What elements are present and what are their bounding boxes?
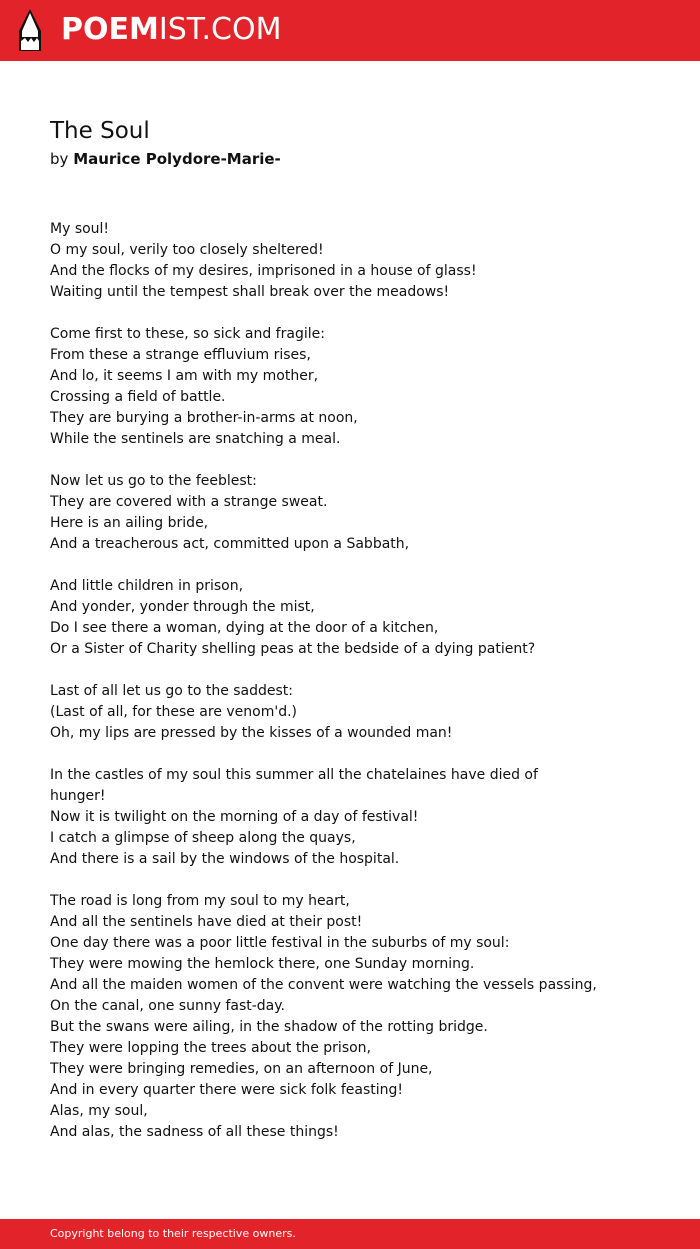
- poem-line: In the castles of my soul this summer all the chatelaines have died of: [50, 767, 538, 783]
- site-footer: [0, 1219, 700, 1249]
- poem-stanza: [50, 681, 650, 744]
- poem-byline: [50, 149, 281, 169]
- site-header: [0, 0, 700, 61]
- poem-line: My soul!: [50, 221, 110, 237]
- poem-body: [50, 219, 650, 1164]
- poem-stanza: [50, 891, 650, 1143]
- poem-stanza: [50, 219, 650, 303]
- poem-stanza: [50, 576, 650, 660]
- poem-line: They were mowing the hemlock there, one Sunday morning.: [50, 956, 475, 972]
- poem-line: And in every quarter there were sick folk feasting!: [50, 1082, 404, 1098]
- poem-stanza: [50, 471, 650, 555]
- poem-line: While the sentinels are snatching a meal.: [50, 431, 341, 447]
- poem-line: Crossing a field of battle.: [50, 389, 226, 405]
- poem-line: And yonder, yonder through the mist,: [50, 599, 315, 615]
- poem-line: And all the maiden women of the convent were watching the vessels passing,: [50, 977, 597, 993]
- poem-line: Waiting until the tempest shall break over the meadows!: [50, 284, 450, 300]
- poem-line: And little children in prison,: [50, 578, 244, 594]
- poem-line: But the swans were ailing, in the shadow of the rotting bridge.: [50, 1019, 488, 1035]
- poem-line: Now let us go to the feeblest:: [50, 473, 257, 489]
- poem-line: Here is an ailing bride,: [50, 515, 209, 531]
- copyright-text: Copyright belong to their respective owners.: [50, 1227, 296, 1240]
- poem-line: On the canal, one sunny fast-day.: [50, 998, 285, 1014]
- poem-line: And lo, it seems I am with my mother,: [50, 368, 319, 384]
- poem-line: And all the sentinels have died at their post!: [50, 914, 363, 930]
- poem-line: One day there was a poor little festival in the suburbs of my soul:: [50, 935, 510, 951]
- poem-line: Come first to these, so sick and fragile:: [50, 326, 325, 342]
- site-logo[interactable]: [61, 13, 281, 47]
- poem-line: Do I see there a woman, dying at the door of a kitchen,: [50, 620, 439, 636]
- poem-line: And a treacherous act, committed upon a Sabbath,: [50, 536, 410, 552]
- poem-line: They were bringing remedies, on an afternoon of June,: [50, 1061, 433, 1077]
- poem-line: And the flocks of my desires, imprisoned in a house of glass!: [50, 263, 477, 279]
- poem-line: They were lopping the trees about the prison,: [50, 1040, 371, 1056]
- by-label: by: [50, 150, 69, 168]
- poem-title: The Soul: [50, 118, 150, 144]
- poem-line: (Last of all, for these are venom'd.): [50, 704, 298, 720]
- logo-bold-text: POEM: [61, 12, 159, 47]
- poem-line: They are burying a brother-in-arms at noon,: [50, 410, 358, 426]
- poem-line: Now it is twilight on the morning of a day of festival!: [50, 809, 419, 825]
- poem-line: They are covered with a strange sweat.: [50, 494, 328, 510]
- poem-line: And alas, the sadness of all these things!: [50, 1124, 339, 1140]
- logo-light-text: IST.COM: [158, 12, 282, 47]
- poem-stanza: [50, 765, 650, 870]
- poem-stanza: [50, 324, 650, 450]
- poem-line: I catch a glimpse of sheep along the quays,: [50, 830, 356, 846]
- author-name: Maurice Polydore-Marie-: [73, 150, 281, 168]
- poem-line: O my soul, verily too closely sheltered!: [50, 242, 324, 258]
- poem-line: Or a Sister of Charity shelling peas at the bedside of a dying patient?: [50, 641, 536, 657]
- poem-line: From these a strange effluvium rises,: [50, 347, 311, 363]
- poem-line: Alas, my soul,: [50, 1103, 148, 1119]
- poem-line: Oh, my lips are pressed by the kisses of a wounded man!: [50, 725, 453, 741]
- poem-line: Last of all let us go to the saddest:: [50, 683, 294, 699]
- poem-line: The road is long from my soul to my heart,: [50, 893, 350, 909]
- poem-line: And there is a sail by the windows of the hospital.: [50, 851, 400, 867]
- pen-nib-icon[interactable]: [17, 9, 43, 52]
- poem-line: hunger!: [50, 788, 106, 804]
